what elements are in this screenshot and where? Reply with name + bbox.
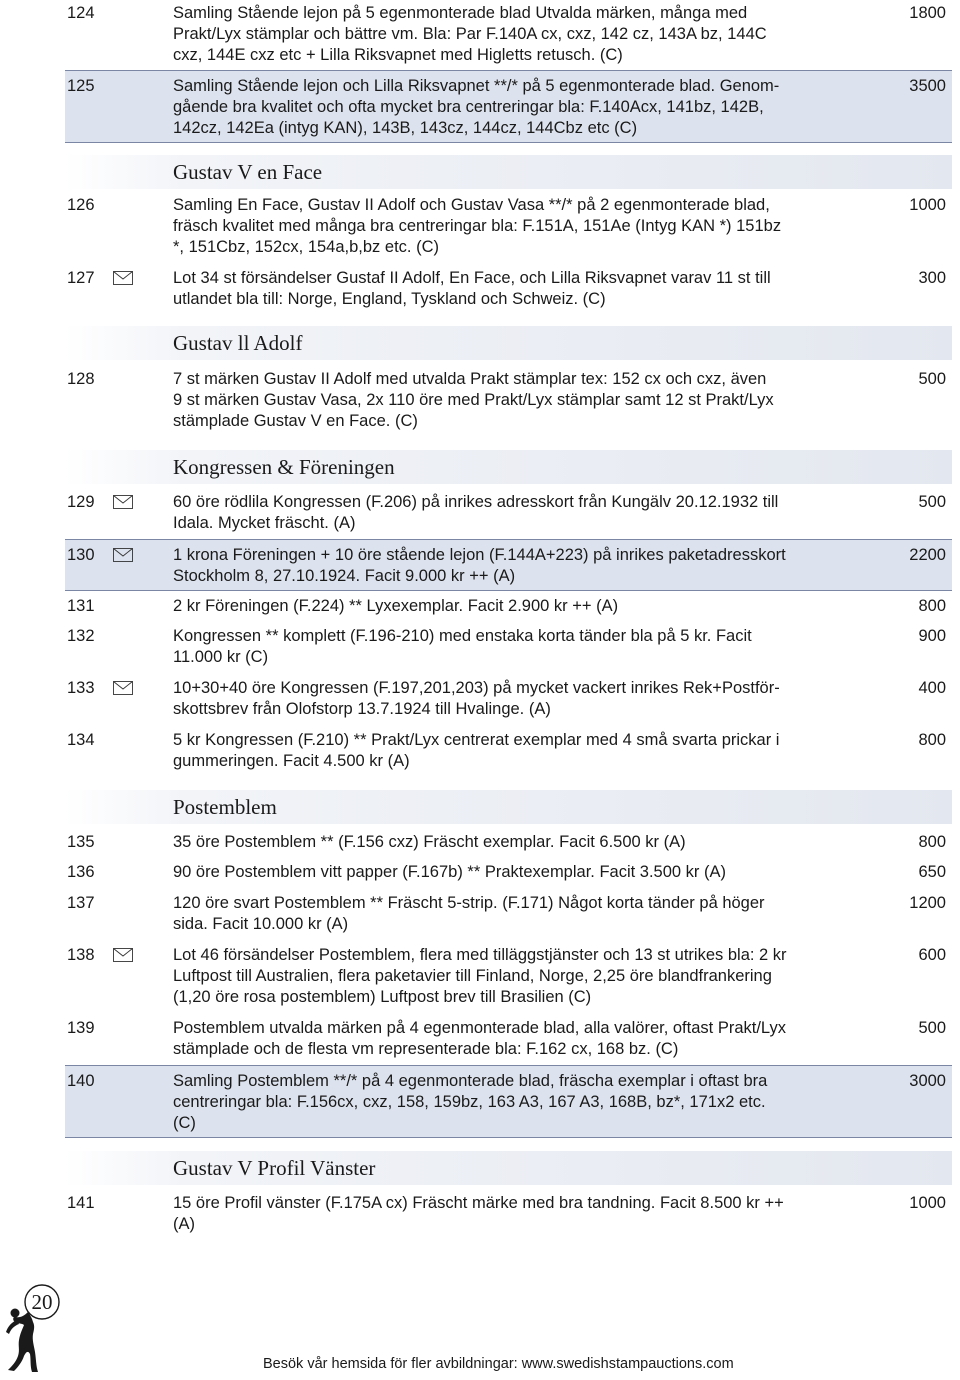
lot-row (65, 730, 952, 773)
lot-description (173, 1018, 843, 1060)
lot-price: 600 (918, 946, 946, 964)
lot-row (65, 1193, 952, 1236)
description-line: 15 öre Profil vänster (F.175A cx) Fräscht märke med bra tandning. Facit 8.500 kr ++ (173, 1194, 784, 1212)
lot-row-highlighted (65, 539, 952, 591)
lot-price: 500 (918, 493, 946, 511)
lot-row (65, 268, 952, 311)
description-line: Samling Stående lejon på 5 egenmonterade blad Utvalda märken, många med (173, 4, 748, 22)
envelope-icon (113, 681, 133, 695)
section-header (65, 790, 952, 824)
envelope-icon (113, 548, 133, 562)
lot-description (173, 1071, 843, 1134)
lot-price: 800 (918, 833, 946, 851)
description-line: 7 st märken Gustav II Adolf med utvalda Prakt stämplar tex: 152 cx och cxz, även (173, 370, 767, 388)
lot-row (65, 195, 952, 259)
lot-description (173, 3, 843, 66)
description-line: 10+30+40 öre Kongressen (F.197,201,203) på mycket vackert inrikes Rek+Postför- (173, 679, 780, 697)
description-line: 1 krona Föreningen + 10 öre stående lejon (F.144A+223) på inrikes paketadresskort (173, 546, 786, 564)
lot-description (173, 268, 843, 310)
lot-price: 3000 (909, 1072, 946, 1090)
description-line: 11.000 kr (C) (173, 648, 269, 666)
lot-price: 500 (918, 370, 946, 388)
description-line: 35 öre Postemblem ** (F.156 cxz) Fräscht exemplar. Facit 6.500 kr (A) (173, 833, 686, 851)
section-header (65, 326, 952, 360)
lot-description (173, 195, 843, 258)
lot-description (173, 369, 843, 432)
description-line: stämplade Gustav V en Face. (C) (173, 412, 418, 430)
section-title: Gustav V Profil Vänster (173, 1156, 376, 1180)
logo-figure-icon (0, 1280, 70, 1375)
lot-price: 300 (918, 269, 946, 287)
lot-price: 900 (918, 627, 946, 645)
description-line: 142cz, 142Ea (intyg KAN), 143B, 143cz, 144cz, 144Cbz etc (C) (173, 119, 638, 137)
description-line: sida. Facit 10.000 kr (A) (173, 915, 349, 933)
lot-description (173, 862, 843, 883)
lot-number: 131 (67, 597, 95, 615)
description-line: Samling Postemblem **/* på 4 egenmonterade blad, fräscha exemplar i oftast bra (173, 1072, 768, 1090)
description-line: gående bra kvalitet och ofta mycket bra centreringar bla: F.140Acx, 141bz, 142B, (173, 98, 764, 116)
lot-number: 133 (67, 679, 95, 697)
lot-row (65, 492, 952, 535)
description-line: (C) (173, 1114, 196, 1132)
lot-price: 800 (918, 597, 946, 615)
description-line: utlandet bla till: Norge, England, Tyskland och Schweiz. (C) (173, 290, 606, 308)
description-line: Lot 34 st försändelser Gustaf II Adolf, En Face, och Lilla Riksvapnet varav 11 st till (173, 269, 771, 287)
lot-row (65, 893, 952, 936)
lot-description (173, 492, 843, 534)
description-line: Samling Stående lejon och Lilla Riksvapnet **/* på 5 egenmonterade blad. Genom- (173, 77, 780, 95)
lot-row (65, 596, 952, 618)
lot-price: 800 (918, 731, 946, 749)
description-line: Luftpost till Australien, flera paketavier till Finland, Norge, 2,25 öre blandfrankering (173, 967, 772, 985)
description-line: 60 öre rödlila Kongressen (F.206) på inrikes adresskort från Kungälv 20.12.1932 till (173, 493, 779, 511)
description-line: *, 151Cbz, 152cx, 154a,b,bz etc. (C) (173, 238, 439, 256)
lot-number: 130 (67, 546, 95, 564)
lot-number: 136 (67, 863, 95, 881)
lot-price: 1200 (909, 894, 946, 912)
description-line: Lot 46 försändelser Postemblem, flera med tilläggstjänster och 13 st utrikes bla: 2 kr (173, 946, 787, 964)
section-title: Gustav V en Face (173, 160, 323, 184)
envelope-icon (113, 948, 133, 962)
lot-row (65, 832, 952, 854)
description-line: Samling En Face, Gustav II Adolf och Gustav Vasa **/* på 2 egenmonterade blad, (173, 196, 770, 214)
lot-description (173, 945, 843, 1008)
description-line: 90 öre Postemblem vitt papper (F.167b) ** Praktexemplar. Facit 3.500 kr (A) (173, 863, 726, 881)
lot-number: 125 (67, 77, 95, 95)
lot-number: 137 (67, 894, 95, 912)
description-line: fräsch kvalitet med många bra centreringar bla: F.151A, 151Ae (Intyg KAN *) 151bz (173, 217, 782, 235)
page-number: 20 (31, 1290, 53, 1314)
lot-number: 134 (67, 731, 95, 749)
lot-number: 128 (67, 370, 95, 388)
lot-description (173, 1193, 843, 1235)
lot-price: 650 (918, 863, 946, 881)
lot-description (173, 596, 843, 617)
description-line: stämplade och de flesta vm representerade bla: F.162 cx, 168 bz. (C) (173, 1040, 679, 1058)
lot-number: 139 (67, 1019, 95, 1037)
lot-number: 124 (67, 4, 95, 22)
lot-number: 126 (67, 196, 95, 214)
description-line: gummeringen. Facit 4.500 kr (A) (173, 752, 410, 770)
description-line: skottsbrev från Olofstorp 13.7.1924 till Hvalinge. (A) (173, 700, 551, 718)
lot-description (173, 545, 843, 587)
lot-row (65, 678, 952, 721)
lot-price: 2200 (909, 546, 946, 564)
description-line: Stockholm 8, 27.10.1924. Facit 9.000 kr ++ (A) (173, 567, 516, 585)
footer-text: Besök vår hemsida för fler avbildningar: www.swedishstampauctions.com (263, 1356, 734, 1372)
lot-description (173, 626, 843, 668)
lot-description (173, 76, 843, 139)
section-title: Gustav ll Adolf (173, 331, 303, 355)
description-line: 2 kr Föreningen (F.224) ** Lyxexemplar. Facit 2.900 kr ++ (A) (173, 597, 619, 615)
lot-number: 138 (67, 946, 95, 964)
lot-row (65, 945, 952, 1009)
description-line: 5 kr Kongressen (F.210) ** Prakt/Lyx centrerat exemplar med 4 små svarta prickar i (173, 731, 780, 749)
section-title: Kongressen & Föreningen (173, 455, 395, 479)
description-line: Postemblem utvalda märken på 4 egenmonterade blad, alla valörer, oftast Prakt/Lyx (173, 1019, 786, 1037)
description-line: Idala. Mycket fräscht. (A) (173, 514, 356, 532)
lot-description (173, 730, 843, 772)
lot-row (65, 1018, 952, 1061)
lot-row (65, 626, 952, 669)
description-line: centreringar bla: F.156cx, cxz, 158, 159bz, 163 A3, 167 A3, 168B, bz*, 171x2 etc. (173, 1093, 766, 1111)
envelope-icon (113, 271, 133, 285)
lot-description (173, 832, 843, 853)
description-line: cxz, 144E cxz etc + Lilla Riksvapnet med Higletts retusch. (C) (173, 46, 623, 64)
section-header (65, 155, 952, 189)
lot-price: 3500 (909, 77, 946, 95)
description-line: (A) (173, 1215, 195, 1233)
lot-price: 1800 (909, 4, 946, 22)
lot-price: 400 (918, 679, 946, 697)
lot-number: 140 (67, 1072, 95, 1090)
section-title: Postemblem (173, 795, 277, 819)
lot-number: 132 (67, 627, 95, 645)
description-line: (1,20 öre rosa postemblem) Luftpost brev till Brasilien (C) (173, 988, 592, 1006)
section-header (65, 450, 952, 484)
lot-price: 500 (918, 1019, 946, 1037)
description-line: 9 st märken Gustav Vasa, 2x 110 öre med Prakt/Lyx stämplar samt 12 st Prakt/Lyx (173, 391, 774, 409)
lot-price: 1000 (909, 196, 946, 214)
lot-number: 129 (67, 493, 95, 511)
description-line: 120 öre svart Postemblem ** Fräscht 5-strip. (F.171) Något korta tänder på höger (173, 894, 765, 912)
section-header (65, 1151, 952, 1185)
lot-price: 1000 (909, 1194, 946, 1212)
lot-row-highlighted (65, 70, 952, 143)
lot-description (173, 678, 843, 720)
lot-row-highlighted (65, 1065, 952, 1138)
lot-row (65, 862, 952, 884)
lot-row (65, 369, 952, 433)
lot-number: 141 (67, 1194, 95, 1212)
description-line: Prakt/Lyx stämplar och bättre vm. Bla: Par F.140A cx, cxz, 142 cz, 143A bz, 144C (173, 25, 767, 43)
lot-description (173, 893, 843, 935)
lot-number: 135 (67, 833, 95, 851)
lot-number: 127 (67, 269, 95, 287)
description-line: Kongressen ** komplett (F.196-210) med enstaka korta tänder bla på 5 kr. Facit (173, 627, 752, 645)
envelope-icon (113, 495, 133, 509)
lot-row (65, 3, 952, 67)
